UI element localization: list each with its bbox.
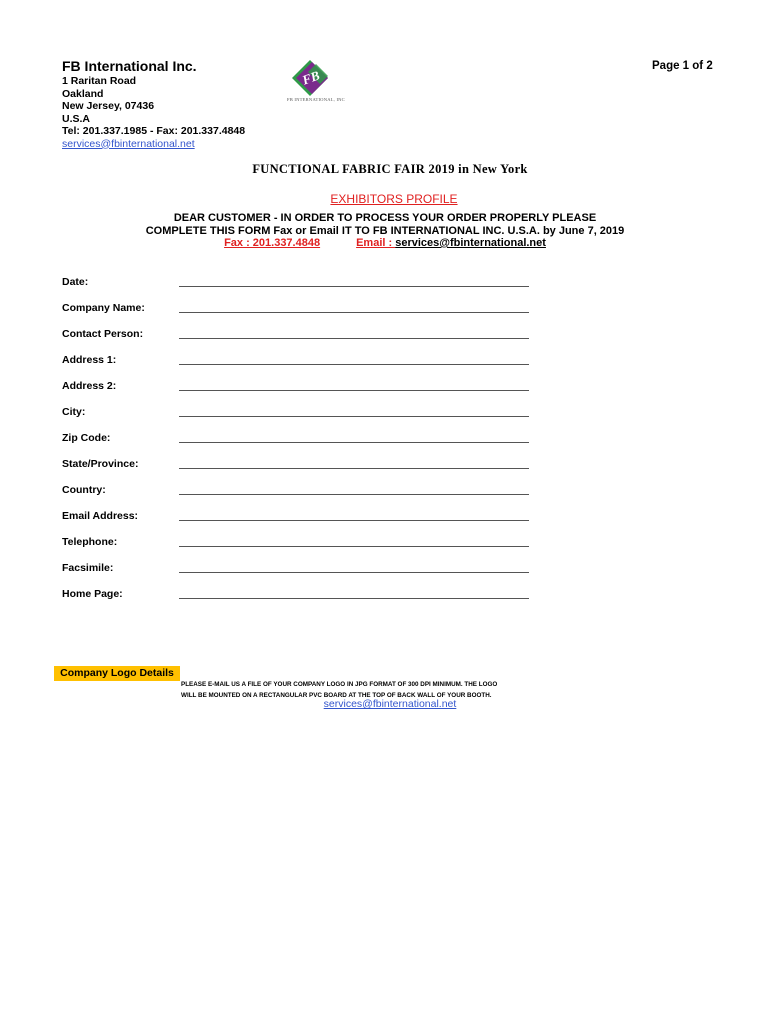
- state-province-label: State/Province:: [62, 458, 139, 470]
- telephone-label: Telephone:: [62, 536, 118, 548]
- company-name-label: Company Name:: [62, 302, 145, 314]
- logo-letters: FB: [300, 67, 322, 88]
- form-row-date: [62, 276, 532, 290]
- fax-label: Fax : 201.337.4848: [224, 237, 321, 249]
- header-email-link[interactable]: services@fbinternational.net: [62, 137, 195, 150]
- email-label: Email :: [356, 237, 396, 249]
- date-label: Date:: [62, 276, 89, 288]
- address-1-label: Address 1:: [62, 354, 117, 366]
- form-row-email-address: [62, 510, 532, 524]
- instructions: [0, 212, 770, 250]
- state-province-field[interactable]: [179, 468, 529, 469]
- home-page-label: Home Page:: [62, 588, 123, 600]
- form-row-state-province: [62, 458, 532, 472]
- logo-email-row: [0, 698, 770, 710]
- city-field[interactable]: [179, 416, 529, 417]
- instruction-email-link[interactable]: services@fbinternational.net: [395, 237, 546, 249]
- email-address-field[interactable]: [179, 520, 529, 521]
- form-row-address-1: [62, 354, 532, 368]
- company-name-field[interactable]: [179, 312, 529, 313]
- form-row-company-name: [62, 302, 532, 316]
- logo-note-line-1: PLEASE E-MAIL US A FILE OF YOUR COMPANY LOGO IN JPG FORMAT OF 300 DPI MINIMUM. THE LOGO: [181, 681, 498, 688]
- logo-caption: FB INTERNATIONAL, INC: [287, 97, 345, 102]
- city-label: City:: [62, 406, 86, 418]
- address-phone-fax: Tel: 201.337.1985 - Fax: 201.337.4848: [62, 125, 246, 137]
- page-number: Page 1 of 2: [652, 60, 713, 72]
- instruction-contact-line: [0, 237, 770, 250]
- form-row-zip-code: [62, 432, 532, 446]
- telephone-field[interactable]: [179, 546, 529, 547]
- address-city: Oakland: [62, 87, 104, 100]
- home-page-field[interactable]: [179, 598, 529, 599]
- company-name: FB International Inc.: [62, 58, 197, 74]
- fair-title: [0, 162, 770, 177]
- profile-title-text: EXHIBITORS PROFILE: [330, 192, 458, 206]
- contact-person-field[interactable]: [179, 338, 529, 339]
- logo-note-line-2: WILL BE MOUNTED ON A RECTANGULAR PVC BOARD AT THE TOP OF BACK WALL OF YOUR BOOTH.: [181, 692, 492, 699]
- company-logo: [276, 58, 356, 110]
- facsimile-label: Facsimile:: [62, 562, 114, 574]
- address-country: U.S.A: [62, 112, 91, 125]
- form-row-address-2: [62, 380, 532, 394]
- address-2-field[interactable]: [179, 390, 529, 391]
- address-1-field[interactable]: [179, 364, 529, 365]
- form-row-telephone: [62, 536, 532, 550]
- company-logo-details-label: Company Logo Details: [54, 666, 180, 681]
- contact-person-label: Contact Person:: [62, 328, 144, 340]
- address-street: 1 Raritan Road: [62, 75, 137, 87]
- facsimile-field[interactable]: [179, 572, 529, 573]
- fb-logo-icon: [276, 58, 356, 98]
- form-row-contact-person: [62, 328, 532, 342]
- address-state: New Jersey, 07436: [62, 100, 155, 112]
- email-address-label: Email Address:: [62, 510, 139, 522]
- country-field[interactable]: [179, 494, 529, 495]
- instruction-line-1: DEAR CUSTOMER - IN ORDER TO PROCESS YOUR ORDER PROPERLY PLEASE: [173, 212, 597, 224]
- zip-code-label: Zip Code:: [62, 432, 111, 444]
- logo-email-link[interactable]: services@fbinternational.net: [323, 698, 457, 710]
- exhibitors-profile-heading: [0, 192, 770, 206]
- zip-code-field[interactable]: [179, 442, 529, 443]
- company-address: [62, 75, 245, 150]
- fair-title-text: FUNCTIONAL FABRIC FAIR 2019 in New York: [252, 162, 528, 176]
- instruction-line-2: COMPLETE THIS FORM Fax or Email IT TO FB INTERNATIONAL INC. U.S.A. by June 7, 2019: [145, 224, 625, 237]
- form-row-home-page: [62, 588, 532, 602]
- form-row-facsimile: [62, 562, 532, 576]
- country-label: Country:: [62, 484, 106, 496]
- form-row-country: [62, 484, 532, 498]
- form-row-city: [62, 406, 532, 420]
- address-2-label: Address 2:: [62, 380, 117, 392]
- date-field[interactable]: [179, 286, 529, 287]
